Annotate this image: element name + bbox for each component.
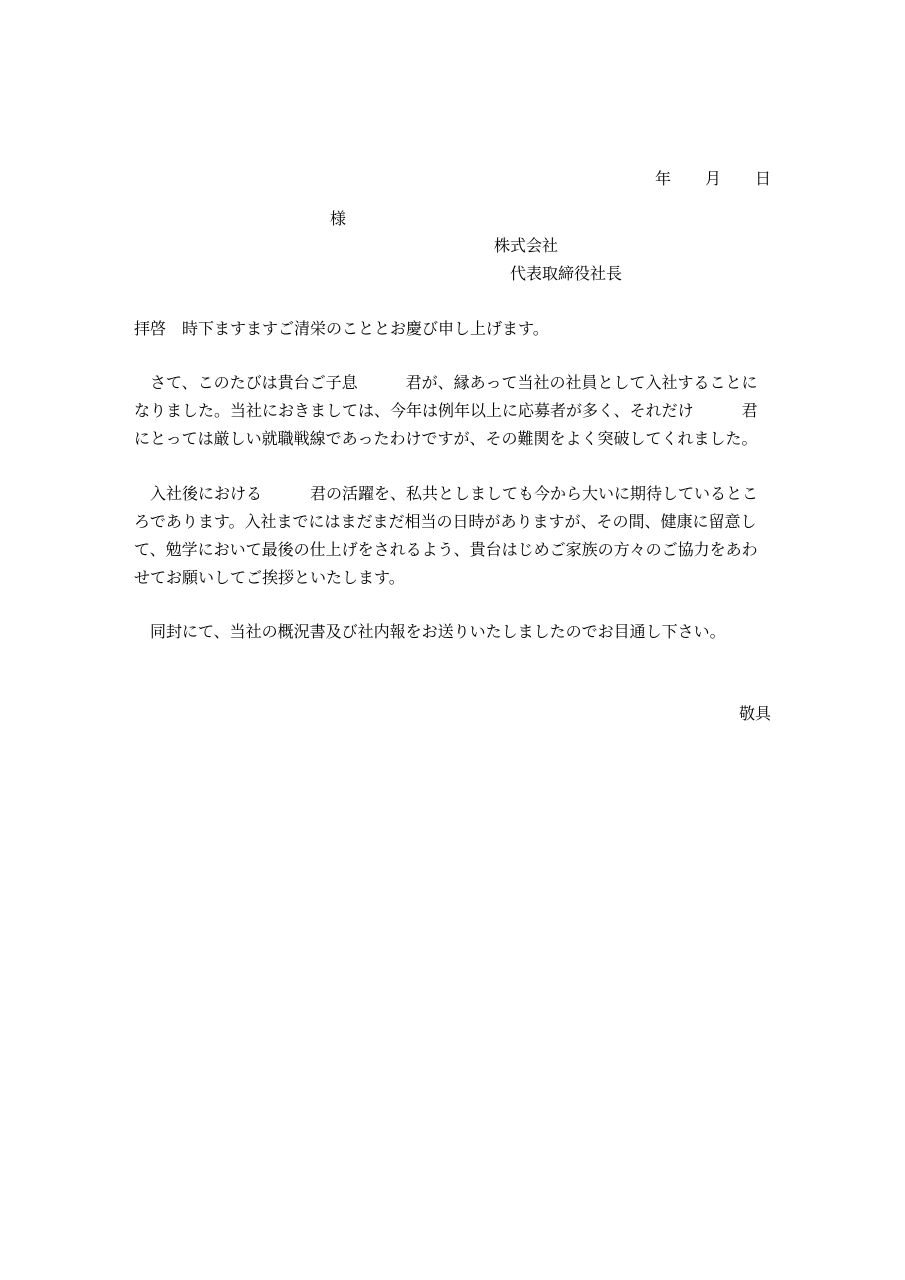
- paragraph-1-line: にとっては厳しい就職戦線であったわけですが、その難関をよく突破してくれました。: [134, 429, 758, 448]
- recipient-honorific: 様: [330, 209, 347, 228]
- paragraph-2: [134, 480, 774, 592]
- sender-title: 代表取締役社長: [510, 264, 623, 283]
- paragraph-2-line: て、勉学において最後の仕上げをされるよう、貴台はじめご家族の方々のご協力をあわ: [134, 540, 758, 559]
- greeting-line: 拝啓 時下ますますご清栄のこととお慶び申し上げます。: [134, 319, 549, 338]
- paragraph-3: 同封にて、当社の概況書及び社内報をお送りいたしましたのでお目通し下さい。: [134, 622, 726, 641]
- closing: 敬具: [738, 704, 771, 723]
- date-day: 日: [754, 169, 771, 188]
- paragraph-2-line: 入社後における 君の活躍を、私共としましても今から大いに期待しているとこ: [134, 484, 759, 503]
- date-month: 月: [704, 169, 721, 188]
- paragraph-1: [134, 369, 774, 453]
- paragraph-1-line: なりました。当社におきましては、今年は例年以上に応募者が多く、それだけ 君: [134, 401, 758, 420]
- sender-company: 株式会社: [494, 236, 559, 255]
- paragraph-1-line: さて、このたびは貴台ご子息 君が、縁あって当社の社員として入社することに: [134, 373, 758, 392]
- date-year: 年: [654, 169, 671, 188]
- paragraph-2-line: ろであります。入社までにはまだまだ相当の日時がありますが、その間、健康に留意し: [134, 512, 757, 531]
- paragraph-2-line: せてお願いしてご挨拶といたします。: [134, 568, 405, 587]
- date-line: [635, 155, 771, 203]
